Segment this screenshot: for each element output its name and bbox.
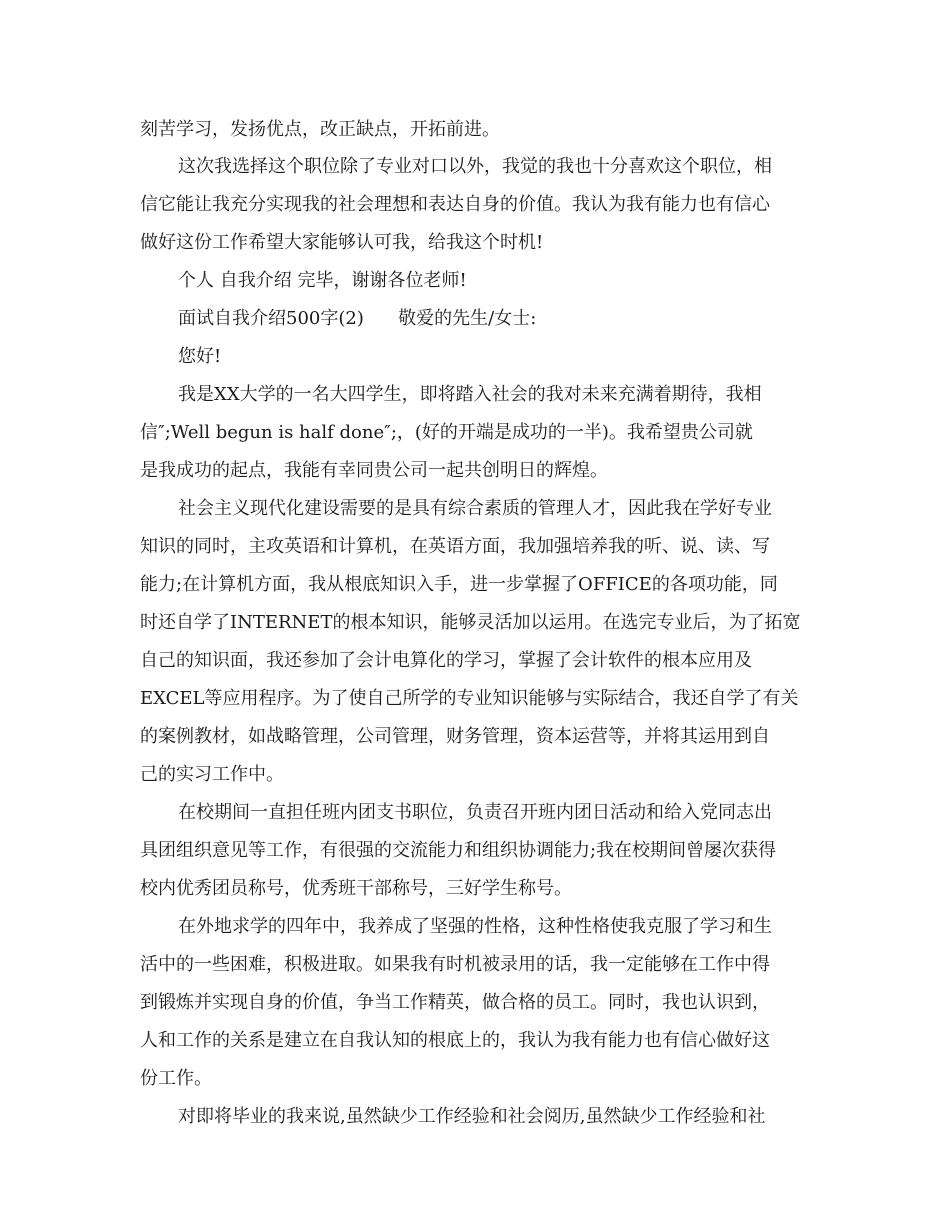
text-line: 这次我选择这个职位除了专业对口以外，我觉的我也十分喜欢这个职位，相 xyxy=(178,156,772,177)
text-line: 在校期间一直担任班内团支书职位，负责召开班内团日活动和给入党同志出 xyxy=(178,802,772,823)
text-line: 时还自学了INTERNET的根本知识，能够灵活加以运用。在选完专业后，为了拓宽 xyxy=(140,612,801,633)
text-line: 具团组织意见等工作，有很强的交流能力和组织协调能力;我在校期间曾屡次获得 xyxy=(140,840,777,861)
text-line: 能力;在计算机方面，我从根底知识入手，进一步掌握了OFFICE的各项功能，同 xyxy=(140,574,778,595)
section-heading: 面试自我介绍500字(2) 敬爱的先生/女士: xyxy=(178,308,537,329)
text-line: 信它能让我充分实现我的社会理想和表达自身的价值。我认为我有能力也有信心 xyxy=(140,194,770,215)
text-line: EXCEL等应用程序。为了使自己所学的专业知识能够与实际结合，我还自学了有关 xyxy=(140,688,799,709)
text-line: 个人 自我介绍 完毕，谢谢各位老师! xyxy=(178,270,467,291)
text-line: 己的实习工作中。 xyxy=(140,764,284,785)
text-line: 对即将毕业的我来说,虽然缺少工作经验和社会阅历,虽然缺少工作经验和社 xyxy=(178,1106,766,1127)
text-line: 您好! xyxy=(178,346,222,367)
text-line: 的案例教材，如战略管理，公司管理，财务管理，资本运营等，并将其运用到自 xyxy=(140,726,770,747)
text-line: 知识的同时，主攻英语和计算机，在英语方面，我加强培养我的听、说、读、写 xyxy=(140,536,770,557)
text-line: 自己的知识面，我还参加了会计电算化的学习，掌握了会计软件的根本应用及 xyxy=(140,650,752,671)
text-line: 信″;Well begun is half done″;，(好的开端是成功的一半)。我希望贵公司就 xyxy=(140,422,753,443)
text-line: 做好这份工作希望大家能够认可我，给我这个时机! xyxy=(140,232,544,253)
text-line: 人和工作的关系是建立在自我认知的根底上的，我认为我有能力也有信心做好这 xyxy=(140,1030,770,1051)
text-line: 在外地求学的四年中，我养成了坚强的性格，这种性格使我克服了学习和生 xyxy=(178,916,772,937)
text-line: 到锻炼并实现自身的价值，争当工作精英，做合格的员工。同时，我也认识到， xyxy=(140,992,770,1013)
text-line: 份工作。 xyxy=(140,1068,212,1089)
text-line: 社会主义现代化建设需要的是具有综合素质的管理人才，因此我在学好专业 xyxy=(178,498,772,519)
text-line: 校内优秀团员称号，优秀班干部称号，三好学生称号。 xyxy=(140,878,572,899)
text-line: 刻苦学习，发扬优点，改正缺点，开拓前进。 xyxy=(140,119,500,140)
text-line: 活中的一些困难，积极进取。如果我有时机被录用的话，我一定能够在工作中得 xyxy=(140,954,770,975)
text-line: 是我成功的起点，我能有幸同贵公司一起共创明日的辉煌。 xyxy=(140,460,608,481)
text-line: 我是XX大学的一名大四学生，即将踏入社会的我对未来充满着期待，我相 xyxy=(178,384,762,405)
